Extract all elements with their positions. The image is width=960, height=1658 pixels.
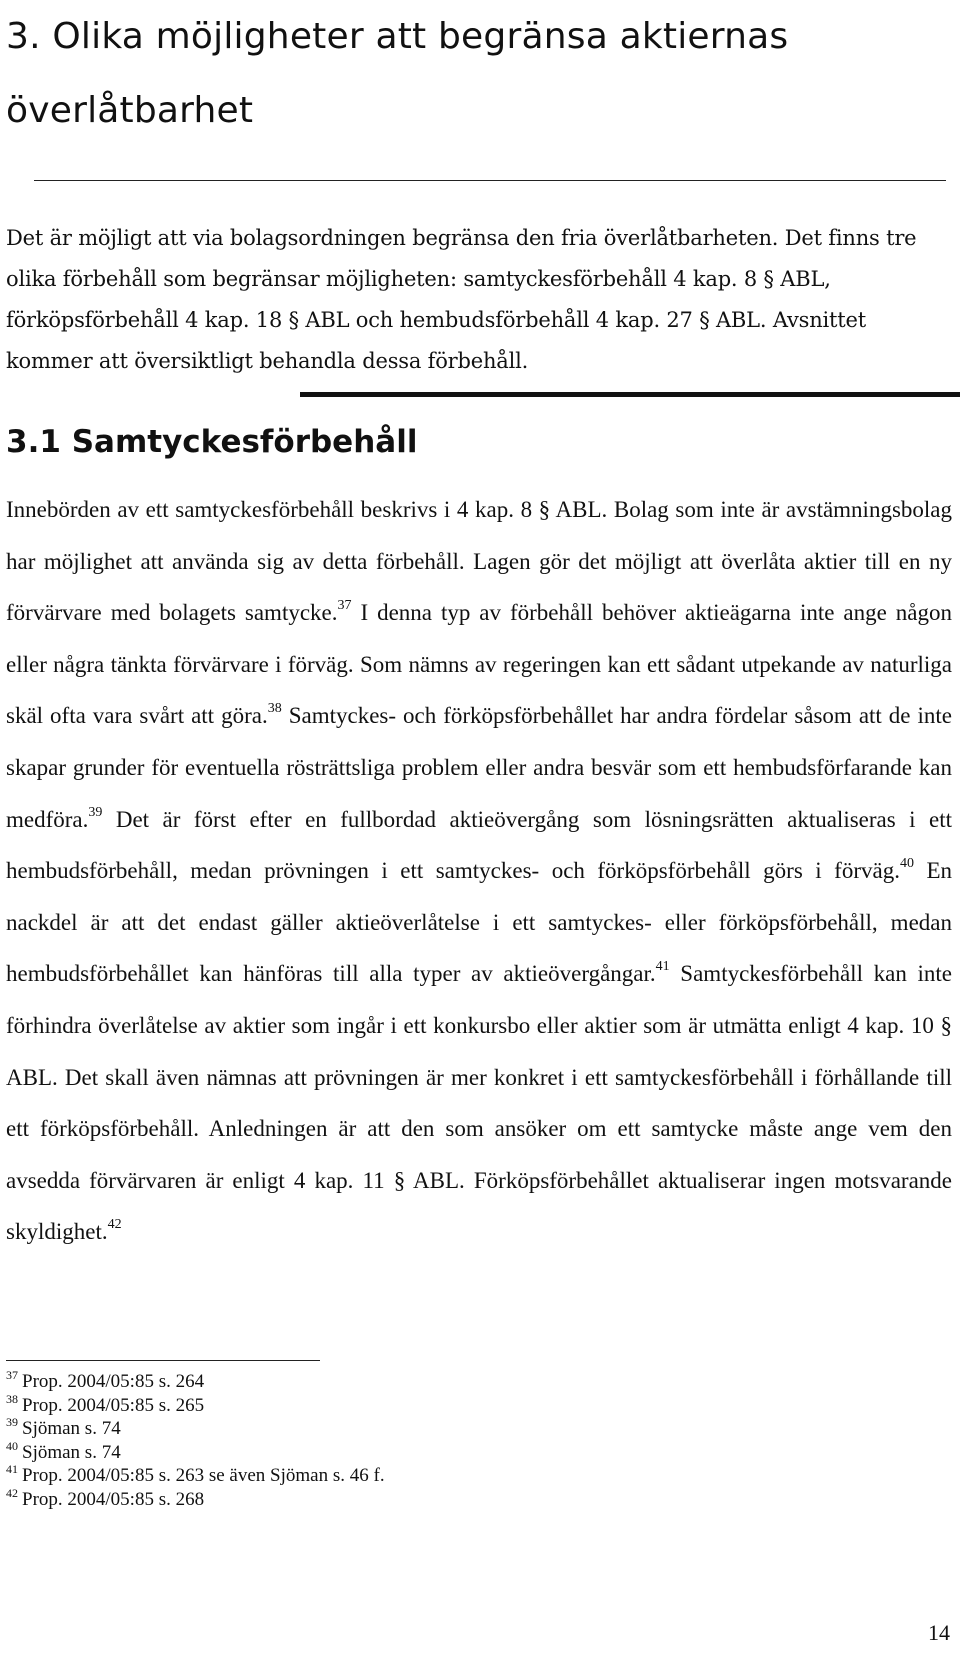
footnote-ref[interactable]: 42 [107,1217,122,1233]
footnote-number: 42 [6,1485,18,1500]
body-segment: Samtyckes- och förköpsförbehållet har andra fördelar såsom att de inte skapar grunder för eventuella rösträttsliga problem eller andra besvär som ett hembudsförfarande kan medföra. [6,703,952,832]
intro-paragraph: Det är möjligt att via bolagsordningen begränsa den fria överlåtbarheten. Det finns tre olika förbehåll som begränsar möjligheten: samtyckesförbehåll 4 kap. 8 § ABL, förköpsförbehåll 4 kap. 18 § ABL och hembudsförbehåll 4 kap. 27 § ABL. Avsnittet kommer att översiktligt behandla dessa förbehåll. [6,226,917,373]
body-segment: Innebörden av ett samtyckesförbehåll beskrivs i 4 kap. 8 § ABL. Bolag som inte är avstämningsbolag har möjlighet att använda sig av detta förbehåll. Lagen gör det möjligt att överlåta aktier till en ny förvärvare med bolagets samtycke. [6,497,952,626]
body-segment: Det är först efter en fullbordad aktieövergång som lösningsrätten aktualiseras i ett hembudsförbehåll, medan prövningen i ett samtyckes- och förköpsförbehåll görs i förväg. [6,806,952,884]
footnote-item [6,1485,706,1512]
footnote-item [6,1464,706,1488]
footnote-item [6,1391,706,1418]
section-divider [300,392,960,397]
footnote-ref[interactable]: 38 [267,701,282,717]
footnote-text: Prop. 2004/05:85 s. 268 [22,1488,205,1510]
body-segment: I denna typ av förbehåll behöver aktieägarna inte ange någon eller några tänkta förvärvare i förväg. Som nämns av regeringen kan ett sådant utpekande av naturliga skäl ofta vara svårt att göra. [6,600,952,729]
footnote-number: 40 [6,1438,18,1453]
section-body [6,484,952,1258]
footnote-item [6,1370,706,1394]
title-underline [34,180,946,181]
footnote-item [6,1438,706,1465]
footnote-text: Sjöman s. 74 [22,1441,121,1463]
footnote-number: 38 [6,1391,18,1406]
footnote-text: Prop. 2004/05:85 s. 264 [22,1371,205,1392]
footnotes-list [6,1370,706,1511]
footnote-text: Prop. 2004/05:85 s. 265 [22,1394,205,1416]
footnote-number: 37 [6,1368,18,1382]
footnote-ref[interactable]: 41 [655,959,670,975]
section-title: 3.1 Samtyckesförbehåll [6,424,418,460]
chapter-title: 3. Olika möjligheter att begränsa aktiernas överlåtbarhet [6,16,789,131]
footnote-ref[interactable]: 37 [337,598,352,614]
body-segment: En nackdel är att det endast gäller aktieöverlåtelse i ett samtyckes- eller förköpsförbehåll, medan hembudsförbehållet kan hänföras till alla typer av aktieövergångar. [6,858,952,987]
footnote-text: Sjöman s. 74 [22,1418,121,1439]
footnote-item [6,1417,706,1441]
body-segment: Samtyckesförbehåll kan inte förhindra överlåtelse av aktier som ingår i ett konkursbo eller aktier som är utmätta enligt 4 kap. 10 § ABL. Det skall även nämnas att prövningen är mer konkret i ett samtyckesförbehåll i förhållande till ett förköpsförbehåll. Anledningen är att den som ansöker om ett samtycke måste ange vem den avsedda förvärvaren är enligt 4 kap. 11 § ABL. Förköpsförbehållet aktualiserar ingen motsvarande skyldighet. [6,961,952,1245]
footnote-separator [6,1360,320,1361]
page-number: 14 [928,1620,950,1645]
footnote-number: 41 [6,1462,18,1476]
footnote-text: Prop. 2004/05:85 s. 263 se även Sjöman s. 46 f. [22,1465,385,1486]
footnote-ref[interactable]: 39 [88,804,103,820]
footnote-ref[interactable]: 40 [899,856,914,872]
footnote-number: 39 [6,1415,18,1429]
